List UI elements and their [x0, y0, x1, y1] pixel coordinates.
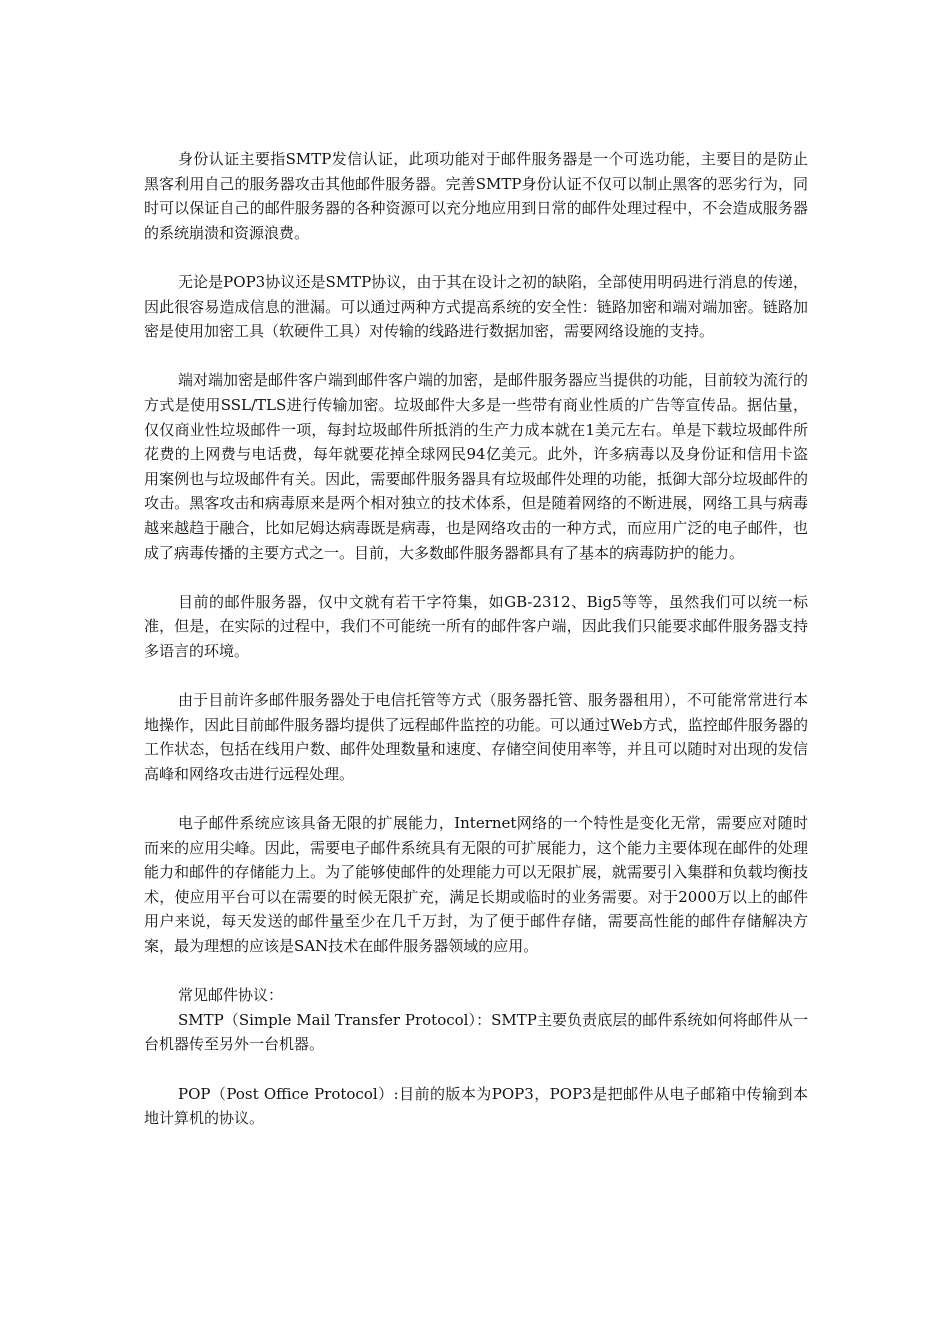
paragraph-spacer	[144, 1057, 808, 1082]
paragraph-encryption: 无论是POP3协议还是SMTP协议，由于其在设计之初的缺陷，全部使用明码进行消息的传递，因此很容易造成信息的泄漏。可以通过两种方式提高系统的安全性：链路加密和端对端加密。链路加密是使用加密工具（软硬件工具）对传输的线路进行数据加密，需要网络设施的支持。	[144, 272, 808, 341]
paragraph-remote-monitoring: 由于目前许多邮件服务器处于电信托管等方式（服务器托管、服务器租用），不可能常常进行本地操作，因此目前邮件服务器均提供了远程邮件监控的功能。可以通过Web方式，监控邮件服务器的工作状态，包括在线用户数、邮件处理数量和速度、存储空间使用率等，并且可以随时对出现的发信高峰和网络攻击进行远程处理。	[144, 691, 808, 783]
paragraph-spacer	[144, 959, 808, 984]
protocol-item-smtp: SMTP（Simple Mail Transfer Protocol）：SMTP主要负责底层的邮件系统如何将邮件从一台机器传至另外一台机器。	[144, 1010, 808, 1054]
paragraph-spacer	[144, 344, 808, 369]
paragraph-smtp-auth: 身份认证主要指SMTP发信认证，此项功能对于邮件服务器是一个可选功能，主要目的是防止黑客利用自己的服务器攻击其他邮件服务器。完善SMTP身份认证不仅可以制止黑客的恶劣行为，同时可以保证自己的邮件服务器的各种资源可以充分地应用到日常的邮件处理过程中，不会造成服务器的系统崩溃和资源浪费。	[144, 150, 808, 242]
paragraph-spacer	[144, 565, 808, 590]
paragraph-scalability: 电子邮件系统应该具备无限的扩展能力，Internet网络的一个特性是变化无常，需要应对随时而来的应用尖峰。因此，需要电子邮件系统具有无限的可扩展能力，这个能力主要体现在邮件的处理能力和邮件的存储能力上。为了能够使邮件的处理能力可以无限扩展，就需要引入集群和负载均衡技术，使应用平台可以在需要的时候无限扩充，满足长期或临时的业务需要。对于2000万以上的邮件用户来说，每天发送的邮件量至少在几千万封，为了便于邮件存储，需要高性能的邮件存储解决方案，最为理想的应该是SAN技术在邮件服务器领域的应用。	[144, 814, 808, 955]
paragraph-spacer	[144, 663, 808, 688]
document-body	[144, 147, 808, 1131]
paragraph-spacer	[144, 245, 808, 270]
paragraph-charsets: 目前的邮件服务器，仅中文就有若干字符集，如GB-2312、Big5等等，虽然我们可以统一标准，但是，在实际的过程中，我们不可能统一所有的邮件客户端，因此我们只能要求邮件服务器支持多语言的环境。	[144, 592, 808, 660]
protocol-item-pop: POP（Post Office Protocol）:目前的版本为POP3，POP3是把邮件从电子邮箱中传输到本地计算机的协议。	[144, 1084, 808, 1128]
protocols-heading: 常见邮件协议：	[178, 986, 284, 1005]
paragraph-spam-virus: 端对端加密是邮件客户端到邮件客户端的加密，是邮件服务器应当提供的功能，目前较为流行的方式是使用SSL/TLS进行传输加密。垃圾邮件大多是一些带有商业性质的广告等宣传品。据估量，仅仅商业性垃圾邮件一项，每封垃圾邮件所抵消的生产力成本就在1美元左右。单是下载垃圾邮件所花费的上网费与电话费，每年就要花掉全球网民94亿美元。此外，许多病毒以及身份证和信用卡盗用案例也与垃圾邮件有关。因此，需要邮件服务器具有垃圾邮件处理的功能，抵御大部分垃圾邮件的攻击。黑客攻击和病毒原来是两个相对独立的技术体系，但是随着网络的不断进展，网络工具与病毒越来越趋于融合，比如尼姆达病毒既是病毒，也是网络攻击的一种方式，而应用广泛的电子邮件，也成了病毒传播的主要方式之一。目前，大多数邮件服务器都具有了基本的病毒防护的能力。	[144, 371, 809, 562]
paragraph-spacer	[144, 786, 808, 811]
